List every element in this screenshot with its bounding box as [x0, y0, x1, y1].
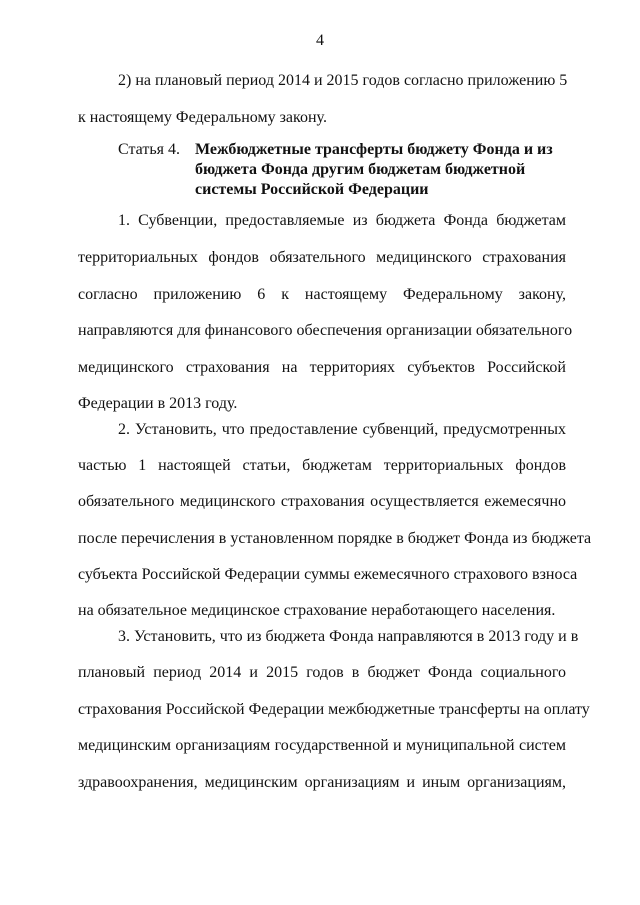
paragraph-line: 3. Установить, что из бюджета Фонда направляются в 2013 году и в	[118, 628, 579, 645]
paragraph-line: субъекта Российской Федерации суммы ежемесячного страхового взноса	[78, 566, 578, 583]
paragraph-line: страхования Российской Федерации межбюджетные трансферты на оплату	[78, 701, 590, 718]
article-title	[195, 140, 555, 200]
paragraph-line: на обязательное медицинское страхование неработающего населения.	[78, 602, 556, 619]
article-title-line: бюджета Фонда другим бюджетам бюджетной	[195, 161, 526, 178]
paragraph-line: медицинского страхования на территориях субъектов Российской	[78, 359, 566, 376]
paragraph-line: 1. Субвенции, предоставляемые из бюджета Фонда бюджетам	[118, 212, 566, 229]
page-number: 4	[316, 32, 324, 49]
paragraph-line: медицинским организациям государственной и муниципальной систем	[78, 737, 566, 754]
paragraph-line: согласно приложению 6 к настоящему Федеральному закону,	[78, 286, 566, 303]
article-title-line: Межбюджетные трансферты бюджету Фонда и из	[195, 141, 553, 158]
paragraph-line: территориальных фондов обязательного медицинского страхования	[78, 249, 566, 266]
paragraph-line: Федерации в 2013 году.	[78, 395, 238, 412]
intro-line: 2) на плановый период 2014 и 2015 годов согласно приложению 5	[118, 72, 568, 89]
paragraph-line: направляются для финансового обеспечения организации обязательного	[78, 322, 573, 339]
article-label: Статья 4.	[118, 141, 180, 158]
paragraph-line: частью 1 настоящей статьи, бюджетам территориальных фондов	[78, 457, 566, 474]
paragraph-line: плановый период 2014 и 2015 годов в бюджет Фонда социального	[78, 664, 566, 681]
intro-line: к настоящему Федеральному закону.	[78, 109, 327, 126]
paragraph-line: 2. Установить, что предоставление субвенций, предусмотренных	[118, 421, 566, 438]
paragraph-line: здравоохранения, медицинским организациям и иным организациям,	[78, 774, 566, 791]
paragraph-line: обязательного медицинского страхования осуществляется ежемесячно	[78, 493, 566, 510]
article-title-line: системы Российской Федерации	[195, 181, 429, 198]
paragraph-line: после перечисления в установленном порядке в бюджет Фонда из бюджета	[78, 530, 592, 547]
